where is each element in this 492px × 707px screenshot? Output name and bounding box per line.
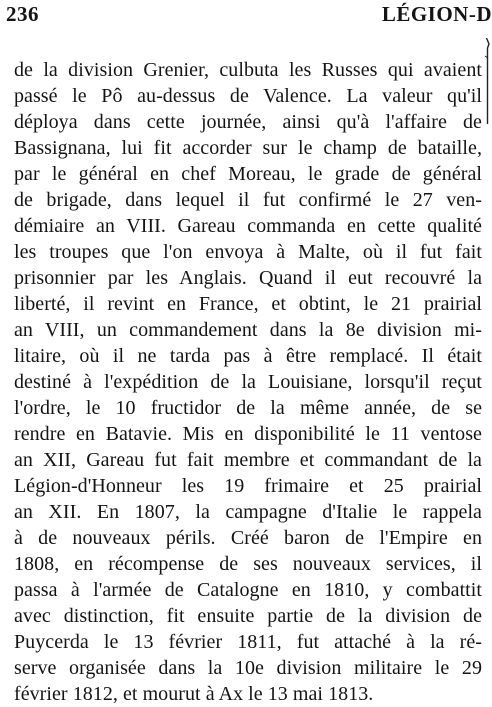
text-line: prisonnier par les Anglais. Quand il eut recouvré la (14, 267, 482, 289)
text-line: rendre en Batavie. Mis en disponibilité le 11 ventose (14, 423, 482, 445)
text-line: Puycerda le 13 février 1811, fut attaché à la ré- (14, 631, 482, 653)
text-line: 1808, en récompense de ses nouveaux services, il (14, 553, 482, 575)
text-line: passa à l'armée de Catalogne en 1810, y combattit (14, 579, 482, 601)
text-line: avec distinction, fit ensuite partie de la division de (14, 605, 482, 627)
text-line: démiaire an VIII. Gareau commanda en cette qualité (14, 215, 482, 237)
text-line: litaire, où il ne tarda pas à être remplacé. Il était (14, 345, 482, 367)
page-number: 236 (6, 2, 39, 26)
text-line: déploya dans cette journée, ainsi qu'à l'affaire de (14, 111, 482, 133)
text-line: de la division Grenier, culbuta les Russes qui avaient (14, 59, 482, 81)
text-line: de brigade, dans lequel il fut confirmé le 27 ven- (14, 189, 482, 211)
text-line: liberté, il revint en France, et obtint, le 21 prairial (14, 293, 482, 315)
page-header (0, 0, 492, 40)
text-line: an XII. En 1807, la campagne d'Italie le rappela (14, 501, 482, 523)
text-line: par le général en chef Moreau, le grade de général (14, 163, 482, 185)
text-line: les troupes que l'on envoya à Malte, où il fut fait (14, 241, 482, 263)
text-line: Bassignana, lui fit accorder sur le champ de bataille, (14, 137, 482, 159)
text-line: Légion-d'Honneur les 19 frimaire et 25 prairial (14, 475, 482, 497)
text-line: destiné à l'expédition de la Louisiane, lorsqu'il reçut (14, 371, 482, 393)
text-line: l'ordre, le 10 fructidor de la même année, de se (14, 397, 482, 419)
text-line: an XII, Gareau fut fait membre et commandant de la (14, 449, 482, 471)
running-head: LÉGION-D (381, 2, 492, 26)
text-line: à de nouveaux périls. Créé baron de l'Empire en (14, 527, 482, 549)
body-text (14, 57, 482, 707)
margin-bracket-mark (483, 36, 490, 126)
text-line: an VIII, un commandement dans la 8e division mi- (14, 319, 482, 341)
text-line: serve organisée dans la 10e division militaire le 29 (14, 657, 482, 679)
text-line: février 1812, et mourut à Ax le 13 mai 1813. (14, 683, 374, 705)
text-line: passé le Pô au-dessus de Valence. La valeur qu'il (14, 85, 482, 107)
